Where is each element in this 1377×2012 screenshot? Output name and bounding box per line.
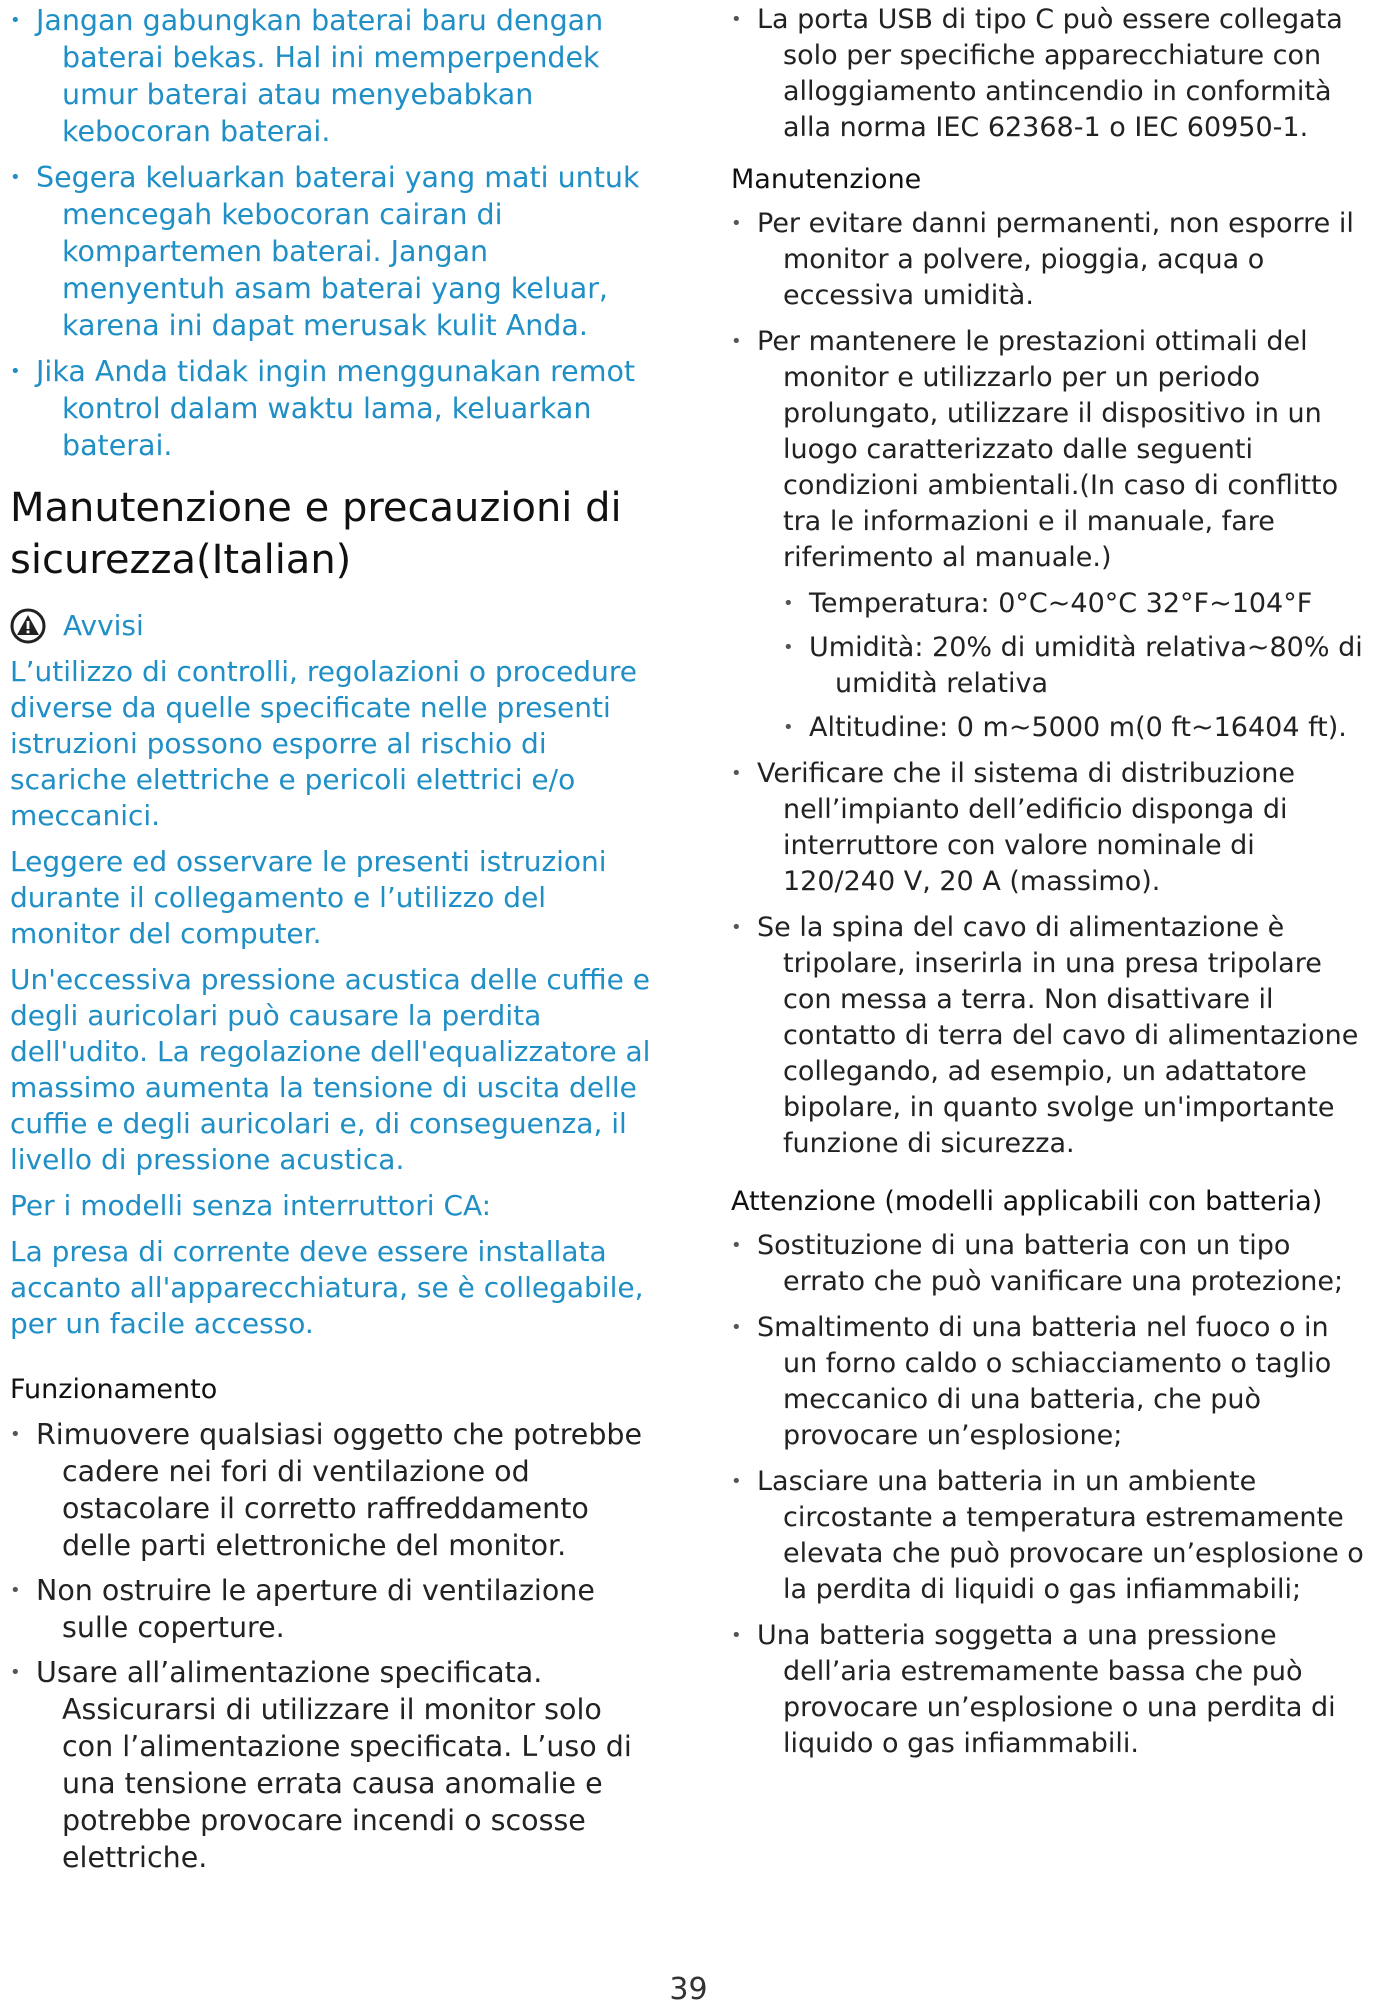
list-item: • Se la spina del cavo di alimentazione è tripolare, inserirla in una presa tripolare con messa a terra. Non disattivare il contatto di terra del cavo di alimentazione collegando, ad esempio, un adattatore bipolare, in quanto svolge un'importante funzione di sicurezza.	[731, 910, 1371, 1162]
list-item: • Temperatura: 0°C~40°C 32°F~104°F	[783, 586, 1371, 622]
list-item: • Umidità: 20% di umidità relativa~80% di umidità relativa	[783, 630, 1371, 702]
list-item: • Smaltimento di una batteria nel fuoco o in un forno caldo o schiacciamento o taglio meccanico di una batteria, che può provocare un’esplosione;	[731, 1310, 1371, 1454]
warning-icon	[10, 608, 46, 644]
list-item: • Per mantenere le prestazioni ottimali del monitor e utilizzarlo per un periodo prolungato, utilizzare il dispositivo in un luogo caratterizzato dalle seguenti condizioni ambientali.(In caso di conflitto tra le informazioni e il manuale, fare riferimento al manuale.)	[731, 324, 1371, 576]
warning-paragraph-2: Leggere ed osservare le presenti istruzioni durante il collegamento e l’utilizzo del monitor del computer.	[10, 845, 607, 950]
list-item: • Altitudine: 0 m~5000 m(0 ft~16404 ft).	[783, 710, 1371, 746]
attenzione-title: Attenzione (modelli applicabili con batteria)	[731, 1186, 1323, 1217]
warning-paragraph-1: L’utilizzo di controlli, regolazioni o procedure diverse da quelle specificate nelle presenti istruzioni possono esporre al rischio di scariche elettriche e pericoli elettrici e/o meccanici.	[10, 655, 637, 832]
funzionamento-title: Funzionamento	[10, 1374, 218, 1405]
list-item: • Verificare che il sistema di distribuzione nell’impianto dell’edificio disponga di interruttore con valore nominale di 120/240 V, 20 A (massimo).	[731, 756, 1371, 900]
warning-heading	[10, 608, 660, 644]
section-title-line2: sicurezza(Italian)	[10, 537, 352, 583]
list-item: • Non ostruire le aperture di ventilazione sulle coperture.	[10, 1572, 660, 1646]
warning-paragraph-5: La presa di corrente deve essere installata accanto all'apparecchiatura, se è collegabile, per un facile accesso.	[10, 1235, 644, 1340]
funzionamento-list	[10, 1416, 660, 1876]
warning-paragraph-3: Un'eccessiva pressione acustica delle cuffie e degli auricolari può causare la perdita dell'udito. La regolazione dell'equalizzatore al massimo aumenta la tensione di uscita delle cuffie e degli auricolari e, di conseguenza, il livello di pressione acustica.	[10, 963, 651, 1176]
manutenzione-title: Manutenzione	[731, 164, 922, 195]
list-item: • Per evitare danni permanenti, non esporre il monitor a polvere, pioggia, acqua o eccessiva umidità.	[731, 206, 1371, 314]
list-item: • Lasciare una batteria in un ambiente circostante a temperatura estremamente elevata che può provocare un’esplosione o la perdita di liquidi o gas infiammabili;	[731, 1464, 1371, 1608]
manutenzione-list	[731, 206, 1371, 576]
warning-label: Avvisi	[63, 609, 144, 642]
battery-tips-list	[10, 2, 660, 464]
left-column	[10, 0, 660, 1876]
list-item: • Una batteria soggetta a una pressione dell’aria estremamente bassa che può provocare un’esplosione o una perdita di liquido o gas infiammabili.	[731, 1618, 1371, 1762]
list-item: • Usare all’alimentazione specificata. Assicurarsi di utilizzare il monitor solo con l’alimentazione specificata. L’uso di una tensione errata causa anomalie e potrebbe provocare incendi o scosse elettriche.	[10, 1654, 660, 1876]
section-title-line1: Manutenzione e precauzioni di	[10, 485, 622, 531]
list-item: • Rimuovere qualsiasi oggetto che potrebbe cadere nei fori di ventilazione od ostacolare il corretto raffreddamento delle parti elettroniche del monitor.	[10, 1416, 660, 1564]
attenzione-list	[731, 1228, 1371, 1762]
warning-paragraph-4: Per i modelli senza interruttori CA:	[10, 1189, 492, 1222]
electrical-list	[731, 756, 1371, 1162]
list-item: • La porta USB di tipo C può essere collegata solo per specifiche apparecchiature con alloggiamento antincendio in conformità alla norma IEC 62368-1 o IEC 60950-1.	[731, 2, 1371, 146]
conditions-list	[783, 586, 1371, 746]
right-column	[731, 0, 1371, 1762]
usb-note-list	[731, 2, 1371, 146]
list-item: • Segera keluarkan baterai yang mati untuk mencegah kebocoran cairan di kompartemen baterai. Jangan menyentuh asam baterai yang keluar, karena ini dapat merusak kulit Anda.	[10, 159, 660, 344]
list-item: • Jangan gabungkan baterai baru dengan baterai bekas. Hal ini memperpendek umur baterai atau menyebabkan kebocoran baterai.	[10, 2, 660, 150]
section-title	[10, 482, 660, 586]
page-number: 39	[669, 1972, 708, 2007]
list-item: • Sostituzione di una batteria con un tipo errato che può vanificare una protezione;	[731, 1228, 1371, 1300]
list-item: • Jika Anda tidak ingin menggunakan remot kontrol dalam waktu lama, keluarkan baterai.	[10, 353, 660, 464]
